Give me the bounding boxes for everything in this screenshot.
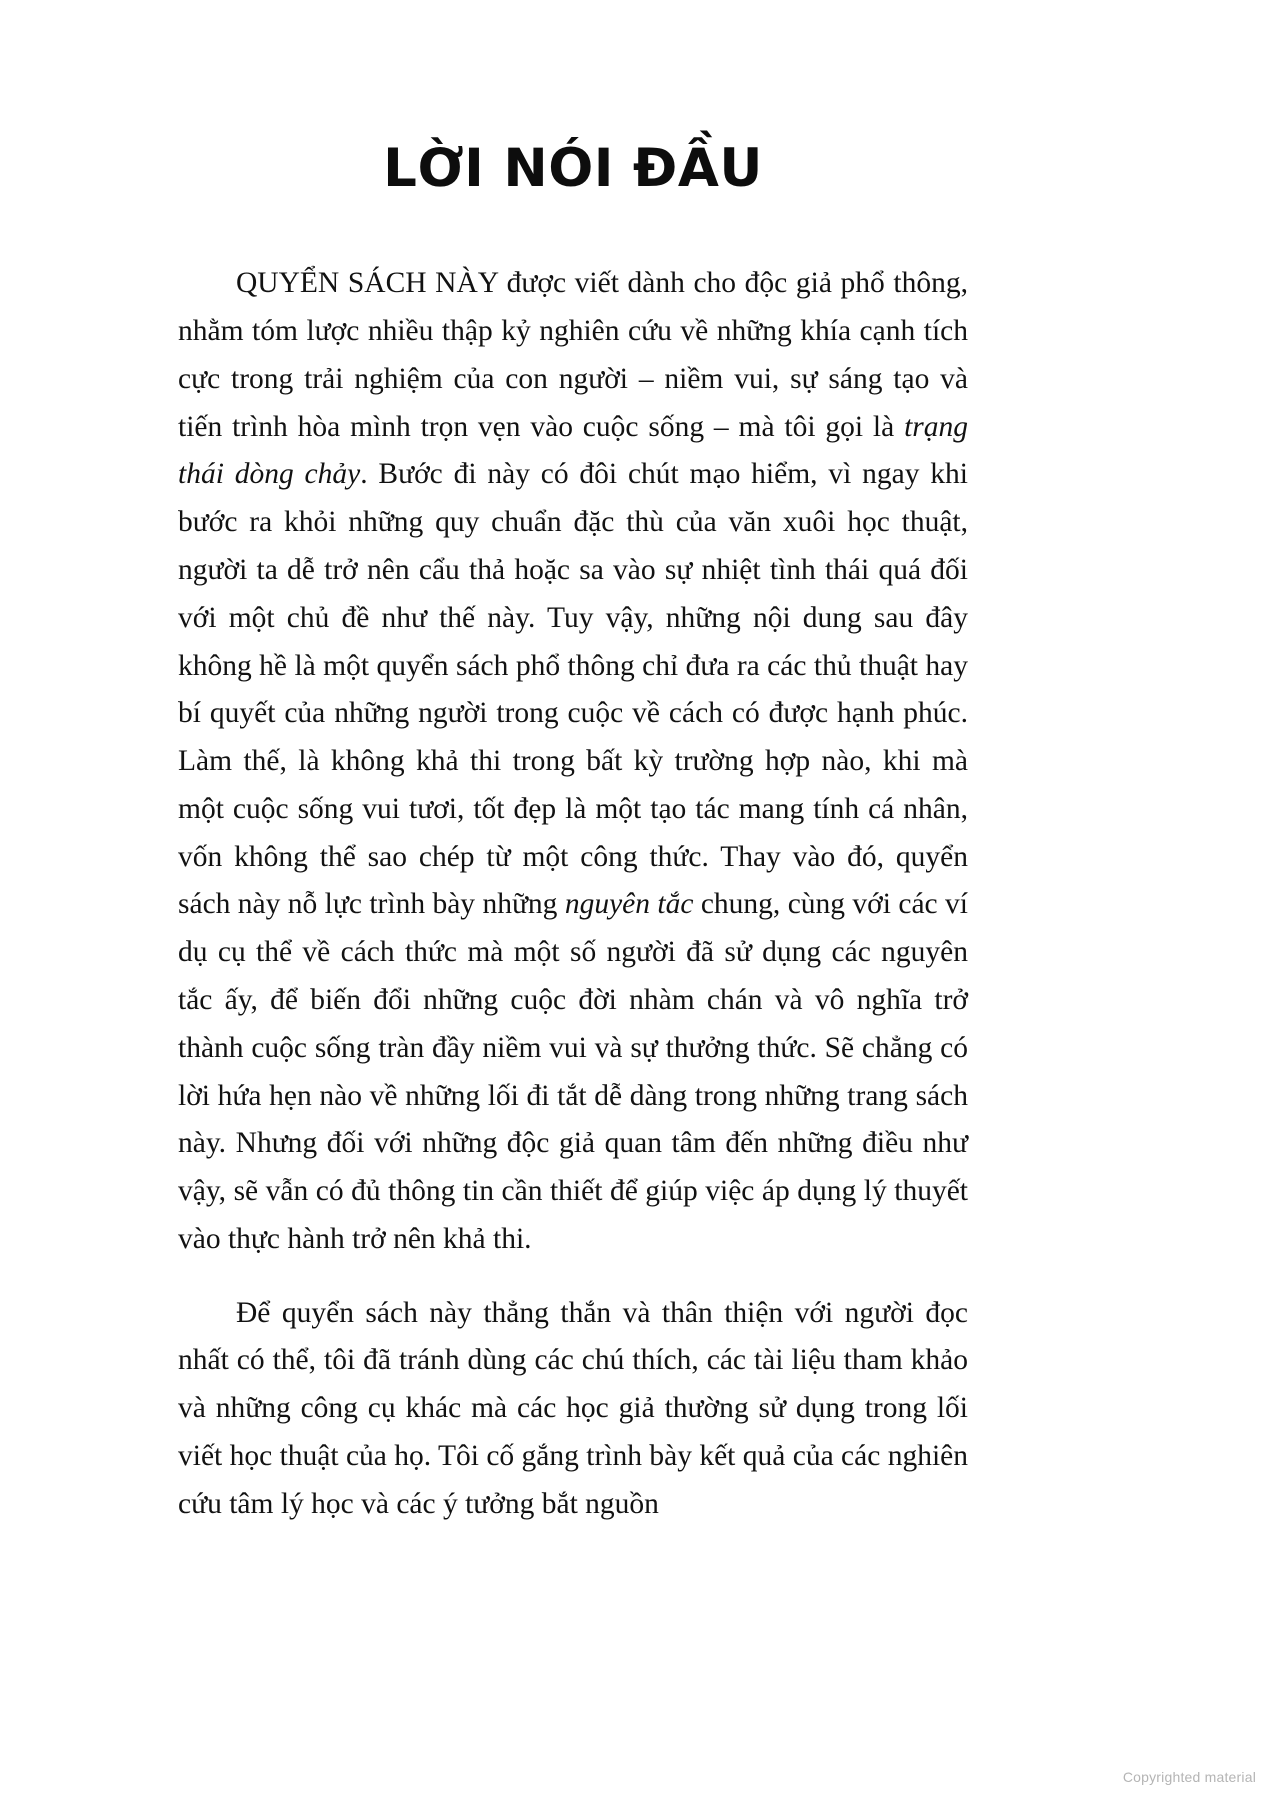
paragraph-2 xyxy=(178,1290,968,1529)
text-run-4: nguyên tắc xyxy=(564,888,694,921)
text-run-1: QUYỂN SÁCH NÀY được viết dành cho độc giả phổ thông, nhằm tóm lược nhiều thập kỷ nghiên cứu về những khía cạnh tích cực trong trải nghiệm của con người – niềm vui, sự sáng tạo và tiến trình hòa mình trọn vẹn vào cuộc sống – mà tôi gọi là xyxy=(178,267,968,443)
body-text xyxy=(178,260,968,1528)
paragraph-1 xyxy=(178,260,968,1263)
text-run-1: Để quyển sách này thẳng thắn và thân thiện với người đọc nhất có thể, tôi đã tránh dùng các chú thích, các tài liệu tham khảo và những công cụ khác mà các học giả thường sử dụng trong lối viết học thuật của họ. Tôi cố gắng trình bày kết quả của các nghiên cứu tâm lý học và các ý tưởng bắt nguồn xyxy=(178,1296,968,1520)
text-run-2: trạng thái dòng chảy xyxy=(178,410,968,491)
copyright-notice: Copyrighted material xyxy=(1122,1769,1256,1785)
text-run-3: . Bước đi này có đôi chút mạo hiểm, vì ngay khi bước ra khỏi những quy chuẩn đặc thù của văn xuôi học thuật, người ta dễ trở nên cẩu thả hoặc sa vào sự nhiệt tình thái quá đối với một chủ đề như thế này. Tuy vậy, những nội dung sau đây không hề là một quyển sách phổ thông chỉ đưa ra các thủ thuật hay bí quyết của những người trong cuộc về cách có được hạnh phúc. Làm thế, là không khả thi trong bất kỳ trường hợp nào, khi mà một cuộc sống vui tươi, tốt đẹp là một tạo tác mang tính cá nhân, vốn không thể sao chép từ một công thức. Thay vào đó, quyển sách này nỗ lực trình bày những xyxy=(178,458,968,921)
page-content xyxy=(178,140,968,1555)
page-title: LỜI NÓI ĐẦU xyxy=(383,138,763,199)
text-run-5: chung, cùng với các ví dụ cụ thể về cách thức mà một số người đã sử dụng các nguyên tắc ấy, để biến đổi những cuộc đời nhàm chán và vô nghĩa trở thành cuộc sống tràn đầy niềm vui và sự thưởng thức. Sẽ chẳng có lời hứa hẹn nào về những lối đi tắt dễ dàng trong những trang sách này. Nhưng đối với những độc giả quan tâm đến những điều như vậy, sẽ vẫn có đủ thông tin cần thiết để giúp việc áp dụng lý thuyết vào thực hành trở nên khả thi. xyxy=(178,888,968,1255)
